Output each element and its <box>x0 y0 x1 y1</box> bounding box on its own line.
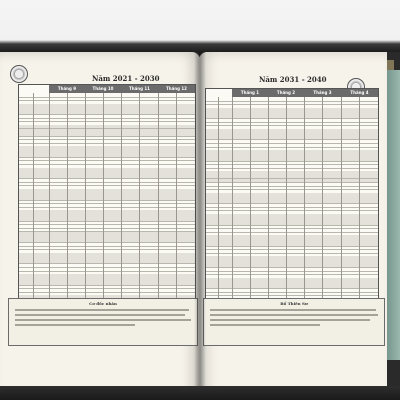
right-month-3: Tháng 3 <box>313 90 332 95</box>
note-text-line <box>15 309 189 311</box>
table-column-rule <box>322 97 323 299</box>
left-table-header <box>49 85 195 93</box>
background-wall <box>0 0 400 52</box>
table-column-rule <box>103 93 104 299</box>
left-note-box <box>8 298 198 346</box>
right-page-title: Năm 2031 - 2040 <box>259 75 327 84</box>
left-month-3: Tháng 11 <box>129 86 150 91</box>
right-calendar-table <box>205 88 379 300</box>
left-month-4: Tháng 12 <box>166 86 187 91</box>
table-column-rule <box>85 93 86 299</box>
table-column-rule <box>268 97 269 299</box>
note-text-line <box>15 324 135 326</box>
table-column-rule <box>33 93 34 299</box>
right-note-title: Bổ Thiên Sư <box>280 301 308 306</box>
table-column-rule <box>232 97 233 299</box>
right-month-4: Tháng 4 <box>350 90 369 95</box>
note-text-line <box>210 309 376 311</box>
table-column-rule <box>341 97 342 299</box>
left-note-title: Cơ đốc nhân <box>89 301 117 306</box>
table-column-rule <box>359 97 360 299</box>
left-month-2: Tháng 10 <box>92 86 114 91</box>
table-column-rule <box>218 97 219 299</box>
right-month-2: Tháng 2 <box>276 90 296 95</box>
right-table-rows <box>206 97 378 299</box>
note-text-line <box>15 319 191 321</box>
table-column-rule <box>286 97 287 299</box>
left-month-1: Tháng 9 <box>57 86 77 91</box>
right-page <box>199 52 387 400</box>
right-table-header <box>232 89 378 97</box>
note-text-line <box>210 324 320 326</box>
round-seal-icon <box>10 65 28 83</box>
table-column-rule <box>176 93 177 299</box>
note-text-line <box>15 314 185 316</box>
note-text-line <box>210 314 378 316</box>
table-column-rule <box>121 93 122 299</box>
note-text-line <box>210 319 370 321</box>
left-page-title: Năm 2021 - 2030 <box>92 74 160 83</box>
table-column-rule <box>158 93 159 299</box>
right-month-1: Tháng 1 <box>240 90 260 95</box>
table-column-rule <box>49 93 50 299</box>
left-calendar-table <box>18 84 196 300</box>
table-column-rule <box>250 97 251 299</box>
right-note-box <box>203 298 385 346</box>
table-column-rule <box>304 97 305 299</box>
left-page <box>0 52 200 400</box>
table-column-rule <box>139 93 140 299</box>
table-column-rule <box>67 93 68 299</box>
table-surface <box>0 386 400 400</box>
book-gutter <box>194 52 206 400</box>
left-table-rows <box>19 93 195 299</box>
